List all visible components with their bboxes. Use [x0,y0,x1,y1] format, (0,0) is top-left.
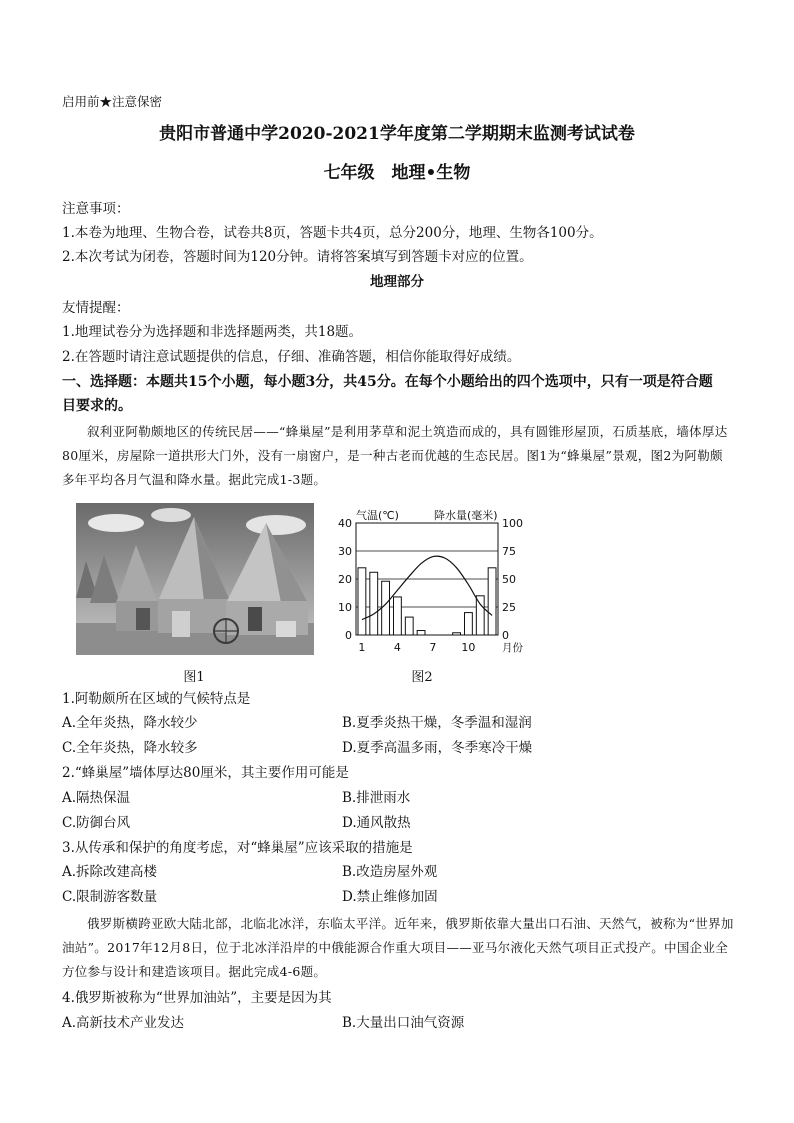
climate-chart [332,505,532,665]
option-c: C.限制游客数量 [62,889,158,905]
x-tick-label: 10 [461,641,476,654]
passage-russia: 俄罗斯横跨亚欧大陆北部，北临北冰洋，东临太平洋。近年来，俄罗斯依靠大量出口石油、天然气，被称为“世界加油站”。2017年12月8日，位于北冰洋沿岸的中俄能源合作重大项目——亚马尔液化天然气项目正式投产。中国企业全方位参与设计和建造该项目。据此完成4-6题。 [62,916,734,979]
precipitation-bar [453,633,461,635]
question-stem: 4.俄罗斯被称为“世界加油站”，主要是因为其 [62,990,332,1006]
y-left-tick-label: 30 [338,545,352,558]
notes-item: 2.本次考试为闭卷，答题时间为120分钟。请将答案填写到答题卡对应的位置。 [62,249,533,265]
exam-title: 贵阳市普通中学2020-2021学年度第二学期期末监测考试试卷 [159,124,635,144]
y-right-tick-label: 25 [502,601,516,614]
option-d: D.通风散热 [342,815,411,831]
x-axis-label: 月份 [502,642,523,654]
part-heading-continued: 目要求的。 [62,398,132,414]
precipitation-axis-label: 降水量(毫米) [434,509,498,522]
question-stem: 2.“蜂巢屋”墙体厚达80厘米，其主要作用可能是 [62,765,349,781]
x-tick-label: 1 [358,641,366,654]
option-b: B.改造房屋外观 [342,864,438,880]
option-b: B.排泄雨水 [342,790,411,806]
confidential-note: 启用前★注意保密 [62,94,163,109]
precipitation-bar [370,572,378,635]
section-title: 地理部分 [370,274,424,290]
temperature-axis-label: 气温(℃) [356,509,399,522]
exam-subtitle: 七年级 地理•生物 [323,163,471,183]
beehive-house-photo [76,503,314,655]
y-right-tick-label: 0 [502,629,509,642]
option-b: B.夏季炎热干燥，冬季温和湿润 [342,715,532,731]
option-d: D.夏季高温多雨，冬季寒冷干燥 [342,740,533,756]
precipitation-bar [394,597,402,635]
option-a: A.高新技术产业发达 [62,1015,185,1031]
y-right-tick-label: 50 [502,573,516,586]
precipitation-bar [382,581,390,635]
precipitation-bar [465,613,473,635]
y-left-tick-label: 10 [338,601,352,614]
option-b: B.大量出口油气资源 [342,1015,465,1031]
x-tick-label: 7 [429,641,437,654]
y-right-tick-label: 75 [502,545,516,558]
precipitation-bar [358,568,366,635]
notes-heading: 注意事项： [62,201,130,217]
reminder-item: 2.在答题时请注意试题提供的信息，仔细、准确答题，相信你能取得好成绩。 [62,349,521,365]
figure1-caption: 图1 [183,670,205,685]
y-right-tick-label: 100 [502,517,523,530]
notes-item: 1.本卷为地理、生物合卷，试卷共8页，答题卡共4页，总分200分，地理、生物各100分。 [62,225,603,241]
precipitation-bar [488,568,496,635]
precipitation-bar [405,617,413,635]
option-c: C.防御台风 [62,815,131,831]
x-tick-label: 4 [393,641,401,654]
option-a: A.拆除改建高楼 [62,864,158,880]
reminder-item: 1.地理试卷分为选择题和非选择题两类，共18题。 [62,324,363,340]
question-stem: 1.阿勒颇所在区域的气候特点是 [62,691,251,707]
option-d: D.禁止维修加固 [342,889,438,905]
precipitation-bar [476,596,484,635]
reminder-heading: 友情提醒： [62,300,130,316]
question-stem: 3.从传承和保护的角度考虑，对“蜂巢屋”应该采取的措施是 [62,840,413,856]
precipitation-bar [417,631,425,635]
option-a: A.隔热保温 [62,790,131,806]
passage-beehive-houses: 叙利亚阿勒颇地区的传统民居——“蜂巢屋”是利用茅草和泥土筑造而成的，具有圆锥形屋顶，石质基底，墙体厚达80厘米，房屋除一道拱形大门外，没有一扇窗户，是一种古老而优越的生态民居。图1为“蜂巢屋”景观，图2为阿勒颇多年平均各月气温和降水量。据此完成1-3题。 [62,424,728,487]
y-left-tick-label: 0 [345,629,352,642]
part-heading: 一、选择题：本题共15个小题，每小题3分，共45分。在每个小题给出的四个选项中，只有一项是符合题 [62,374,713,390]
option-a: A.全年炎热，降水较少 [62,715,198,731]
option-c: C.全年炎热，降水较多 [62,740,198,756]
y-left-tick-label: 20 [338,573,352,586]
y-left-tick-label: 40 [338,517,352,530]
figure2-caption: 图2 [411,670,433,685]
